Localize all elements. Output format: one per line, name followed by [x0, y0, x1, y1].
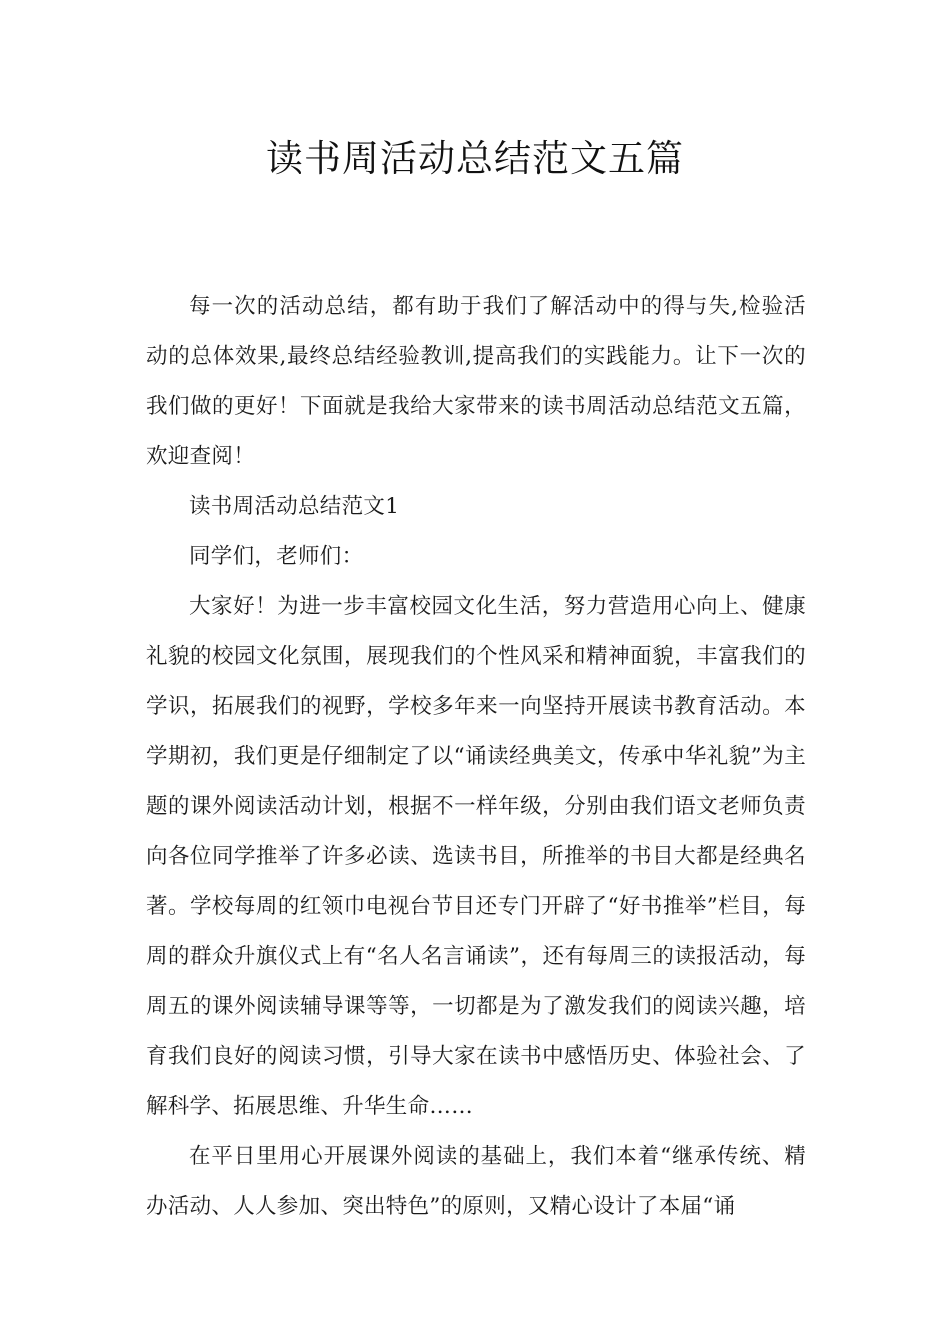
salutation: 同学们，老师们： [189, 544, 364, 569]
body-paragraph: 大家好！为进一步丰富校园文化生活，努力营造用心向上、健康礼貌的校园文化氛围，展现我们的个性风采和精神面貌，丰富我们的学识，拓展我们的视野，学校多年来一向坚持开展读书教育活动。本学期初，我们更是仔细制定了以“诵读经典美文，传承中华礼貌”为主题的课外阅读活动计划，根据不一样年级，分别由我们语文老师负责向各位同学推举了许多必读、选读书目，所推举的书目大都是经典名著。学校每周的红领巾电视台节目还专门开辟了“好书推举”栏目，每周的群众升旗仪式上有“名人名言诵读”，还有每周三的读报活动，每周五的课外阅读辅导课等等，一切都是为了激发我们的阅读兴趣，培育我们良好的阅读习惯，引导大家在读书中感悟历史、体验社会、了解科学、拓展思维、升华生命…… [146, 594, 806, 1119]
document-title: 读书周活动总结范文五篇 [266, 137, 684, 180]
section-heading: 读书周活动总结范文1 [189, 494, 400, 519]
body-paragraph: 在平日里用心开展课外阅读的基础上，我们本着“继承传统、精办活动、人人参加、突出特色”的原则，又精心设计了本届“诵 [146, 1144, 806, 1219]
document-body [146, 282, 806, 1232]
intro-paragraph: 每一次的活动总结，都有助于我们了解活动中的得与失,检验活动的总体效果,最终总结经验教训,提高我们的实践能力。让下一次的我们做的更好！下面就是我给大家带来的读书周活动总结范文五篇，欢迎查阅！ [146, 294, 806, 469]
